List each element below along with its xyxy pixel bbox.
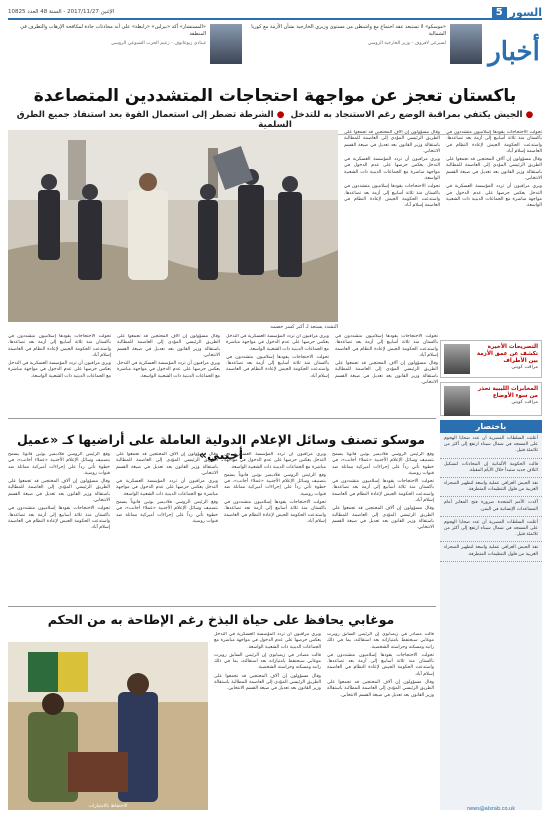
opinion-box[interactable] xyxy=(440,382,542,416)
teaser-photo xyxy=(450,24,482,64)
newspaper-page xyxy=(8,0,542,820)
teaser-photo xyxy=(210,24,242,64)
section-title: أخبار xyxy=(488,37,540,67)
story3-photo[interactable] xyxy=(8,642,208,810)
text-column: تحولت الاحتجاجات يقودها إسلاميون متشددون في باكستان منذ ثلاثة أسابيع إلى أزمة بعد تصاعدها. واستدعت الحكومة الجيش لإعادة النظام في العاصمة إسلام آباد. وقال مسؤولون إن آلاف المحتجين قد تجمعوا على الطريق الرئيسي المؤدي إلى العاصمة للمطالبة باستقالة وزير القانون بعد تعديل في صيغة القسم الانتخابي. ويرى مراقبون أن تردد المؤسسة العسكرية في التدخل يعكس حرصها على عدم الدخول في مواجهة مباشرة مع الجماعات الدينية ذات الشعبية الواسعة. xyxy=(446,130,542,209)
teaser-text: «المستشار» أكد «بيرلين» «رابطة» على أنه محادثات جادة لمكافحة الإرهاب والتطرف في المنطقة xyxy=(20,24,206,37)
lead-lower-columns: تحولت الاحتجاجات يقودها إسلاميون متشددون في باكستان منذ ثلاثة أسابيع إلى أزمة بعد تصاعدها. واستدعت الحكومة الجيش لإعادة النظام في العاصمة إسلام آباد. وقال مسؤولون إن آلاف المحتجين قد تجمعوا على الطريق الرئيسي المؤدي إلى العاصمة للمطالبة باستقالة وزير القانون بعد تعديل في صيغة القسم الانتخابي. ويرى مراقبون أن تردد المؤسسة العسكرية في التدخل يعكس حرصها على عدم الدخول في مواجهة مباشرة مع الجماعات الدينية ذات الشعبية الواسعة. تحولت الاحتجاجات يقودها إسلاميون متشددون في باكستان منذ ثلاثة أسابيع إلى أزمة بعد تصاعدها. واستدعت الحكومة الجيش لإعادة النظام في العاصمة إسلام آباد. وقال مسؤولون إن آلاف المحتجين قد تجمعوا على الطريق الرئيسي المؤدي إلى العاصمة للمطالبة باستقالة وزير القانون بعد تعديل في صيغة القسم الانتخابي. ويرى مراقبون أن تردد المؤسسة العسكرية في التدخل يعكس حرصها على عدم الدخول في مواجهة مباشرة مع الجماعات الدينية ذات الشعبية الواسعة. تحولت الاحتجاجات يقودها إسلاميون متشددون في باكستان منذ ثلاثة أسابيع إلى أزمة بعد تصاعدها. واستدعت الحكومة الجيش لإعادة النظام في العاصمة إسلام آباد. ويرى مراقبون أن تردد المؤسسة العسكرية في التدخل يعكس حرصها على عدم الدخول في مواجهة مباشرة مع الجماعات الدينية ذات الشعبية الواسعة. xyxy=(8,334,438,386)
subheadline-1: الجيش يكتفي بمراقبة الوضع رغم الاستنجاد به للتدخل xyxy=(290,110,523,120)
top-teasers xyxy=(8,24,482,80)
divider xyxy=(8,418,436,419)
bullet-icon: ● xyxy=(276,110,285,120)
teaser-item[interactable] xyxy=(248,24,482,80)
lead-body-columns xyxy=(344,130,542,338)
opinion-title: التصريحات الأخيرة تكشف عن عمق الأزمة بين الأطراف xyxy=(476,344,538,364)
teaser-caption: لسيرغي لافروف - وزير الخارجية الروسي xyxy=(367,41,446,46)
brief-item[interactable]: أكدت الأمم المتحدة ضرورة فتح المعابر أمام المساعدات الإنسانية في اليمن. xyxy=(440,497,542,516)
contact-email[interactable]: news@alsrab.co.uk xyxy=(466,806,516,812)
story2-headline[interactable]: موسكو تصنف وسائل الإعلام الدولية العاملة على أراضيها كـ «عميل أجنبي» xyxy=(16,432,425,462)
teaser-text: «موسكو» لا تستبعد عقد اجتماع مع واشنطن من مستوى وزيري الخارجية بشأن الأزمة مع كوريا الشمالية xyxy=(251,24,446,37)
brief-item[interactable]: نفذ الجيش العراقي عملية واسعة لتطهير الصحراء الغربية من فلول التنظيمات المتطرفة. xyxy=(440,542,542,561)
author-photo xyxy=(444,344,470,374)
opinion-author: مراقب كويتي xyxy=(511,400,538,405)
story3-photo-caption: الاحتفاظ بالامتيازات xyxy=(88,804,128,809)
opinion-author: مراقب كويتي xyxy=(511,365,538,370)
opinion-title: المخابرات الليبية تحذر من سوء الأوضاع xyxy=(477,386,538,399)
story3-headline[interactable]: موغابي يحافظ على حياة البذخ رغم الإطاحة به من الحكم xyxy=(47,612,395,627)
brief-item[interactable]: نفذ الجيش العراقي عملية واسعة لتطهير الصحراء الغربية من فلول التنظيمات المتطرفة. xyxy=(440,478,542,497)
masthead-brand xyxy=(492,6,542,19)
brand-name: السور xyxy=(509,5,542,19)
author-photo xyxy=(444,386,470,416)
issue-date: الإثنين 2017/11/27 - السنة 48 العدد 10825 xyxy=(8,9,115,15)
brief-item[interactable]: أعلنت السلطات المصرية أن عدد ضحايا الهجوم على المسجد في شمال سيناء ارتفع إلى أكثر من ثلاثمئة قتيل. xyxy=(440,433,542,459)
lead-photo-caption: التشدد يستعد لـ أكبر كسر خصمه xyxy=(270,324,338,330)
brief-title: باختصار xyxy=(440,420,542,433)
brief-item[interactable]: قالت الحكومة الألمانية إن المحادثات لتشكيل ائتلاف جديد ستبدأ خلال الأيام المقبلة. xyxy=(440,459,542,478)
divider xyxy=(8,606,436,607)
story3-columns: قالت مصادر في زيمبابوي إن الرئيس السابق روبرت موغابي سيحتفظ بامتيازاته بعد استقالته، بما في ذلك راتبه ومسكنه وحراسته الشخصية. تحولت الاحتجاجات يقودها إسلاميون متشددون في باكستان منذ ثلاثة أسابيع إلى أزمة بعد تصاعدها. واستدعت الحكومة الجيش لإعادة النظام في العاصمة إسلام آباد. وقال مسؤولون إن آلاف المحتجين قد تجمعوا على الطريق الرئيسي المؤدي إلى العاصمة للمطالبة باستقالة وزير القانون بعد تعديل في صيغة القسم الانتخابي. ويرى مراقبون أن تردد المؤسسة العسكرية في التدخل يعكس حرصها على عدم الدخول في مواجهة مباشرة مع الجماعات الدينية ذات الشعبية الواسعة. قالت مصادر في زيمبابوي إن الرئيس السابق روبرت موغابي سيحتفظ بامتيازاته بعد استقالته، بما في ذلك راتبه ومسكنه وحراسته الشخصية. وقال مسؤولون إن آلاف المحتجين قد تجمعوا على الطريق الرئيسي المؤدي إلى العاصمة للمطالبة باستقالة وزير القانون بعد تعديل في صيغة القسم الانتخابي. xyxy=(214,632,434,698)
lead-photo[interactable] xyxy=(8,130,338,322)
masthead xyxy=(8,6,542,20)
brief-item[interactable]: أعلنت السلطات المصرية أن عدد ضحايا الهجوم على المسجد في شمال سيناء ارتفع إلى أكثر من ثلاثمئة قتيل. xyxy=(440,517,542,543)
teaser-caption: غينادي زيوغانوف - زعيم الحزب الشيوعي الروسي xyxy=(111,41,206,46)
brief-sidebar xyxy=(440,420,542,810)
teaser-item[interactable] xyxy=(8,24,242,80)
lead-headline[interactable]: باكستان تعجز عن مواجهة احتجاجات المتشددين المتصاعدة xyxy=(33,86,517,106)
story2-columns: وقع الرئيس الروسي فلاديمير بوتين قانوناً يسمح بتصنيف وسائل الإعلام الأجنبية «عملاء أجانب»، في خطوة تأتي رداً على إجراءات أميركية مماثلة ضد قنوات روسية. تحولت الاحتجاجات يقودها إسلاميون متشددون في باكستان منذ ثلاثة أسابيع إلى أزمة بعد تصاعدها. واستدعت الحكومة الجيش لإعادة النظام في العاصمة إسلام آباد. وقال مسؤولون إن آلاف المحتجين قد تجمعوا على الطريق الرئيسي المؤدي إلى العاصمة للمطالبة باستقالة وزير القانون بعد تعديل في صيغة القسم الانتخابي. ويرى مراقبون أن تردد المؤسسة العسكرية في التدخل يعكس حرصها على عدم الدخول في مواجهة مباشرة مع الجماعات الدينية ذات الشعبية الواسعة. وقع الرئيس الروسي فلاديمير بوتين قانوناً يسمح بتصنيف وسائل الإعلام الأجنبية «عملاء أجانب»، في خطوة تأتي رداً على إجراءات أميركية مماثلة ضد قنوات روسية. تحولت الاحتجاجات يقودها إسلاميون متشددون في باكستان منذ ثلاثة أسابيع إلى أزمة بعد تصاعدها. واستدعت الحكومة الجيش لإعادة النظام في العاصمة إسلام آباد. وقال مسؤولون إن آلاف المحتجين قد تجمعوا على الطريق الرئيسي المؤدي إلى العاصمة للمطالبة باستقالة وزير القانون بعد تعديل في صيغة القسم الانتخابي. ويرى مراقبون أن تردد المؤسسة العسكرية في التدخل يعكس حرصها على عدم الدخول في مواجهة مباشرة مع الجماعات الدينية ذات الشعبية الواسعة. وقع الرئيس الروسي فلاديمير بوتين قانوناً يسمح بتصنيف وسائل الإعلام الأجنبية «عملاء أجانب»، في خطوة تأتي رداً على إجراءات أميركية مماثلة ضد قنوات روسية. وقع الرئيس الروسي فلاديمير بوتين قانوناً يسمح بتصنيف وسائل الإعلام الأجنبية «عملاء أجانب»، في خطوة تأتي رداً على إجراءات أميركية مماثلة ضد قنوات روسية. وقال مسؤولون إن آلاف المحتجين قد تجمعوا على الطريق الرئيسي المؤدي إلى العاصمة للمطالبة باستقالة وزير القانون بعد تعديل في صيغة القسم الانتخابي. تحولت الاحتجاجات يقودها إسلاميون متشددون في باكستان منذ ثلاثة أسابيع إلى أزمة بعد تصاعدها. واستدعت الحكومة الجيش لإعادة النظام في العاصمة إسلام آباد. xyxy=(8,452,434,531)
page-number: 5 xyxy=(492,7,507,18)
text-column: وقال مسؤولون إن آلاف المحتجين قد تجمعوا على الطريق الرئيسي المؤدي إلى العاصمة للمطالبة باستقالة وزير القانون بعد تعديل في صيغة القسم الانتخابي. ويرى مراقبون أن تردد المؤسسة العسكرية في التدخل يعكس حرصها على عدم الدخول في مواجهة مباشرة مع الجماعات الدينية ذات الشعبية الواسعة. تحولت الاحتجاجات يقودها إسلاميون متشددون في باكستان منذ ثلاثة أسابيع إلى أزمة بعد تصاعدها. واستدعت الحكومة الجيش لإعادة النظام في العاصمة إسلام آباد. xyxy=(344,130,440,209)
opinion-box[interactable] xyxy=(440,340,542,378)
bullet-icon: ● xyxy=(525,110,534,120)
subheadline-2: الشرطة تضطر إلى استعمال القوة بعد استنفاد جميع الطرق السلمية xyxy=(16,110,292,130)
